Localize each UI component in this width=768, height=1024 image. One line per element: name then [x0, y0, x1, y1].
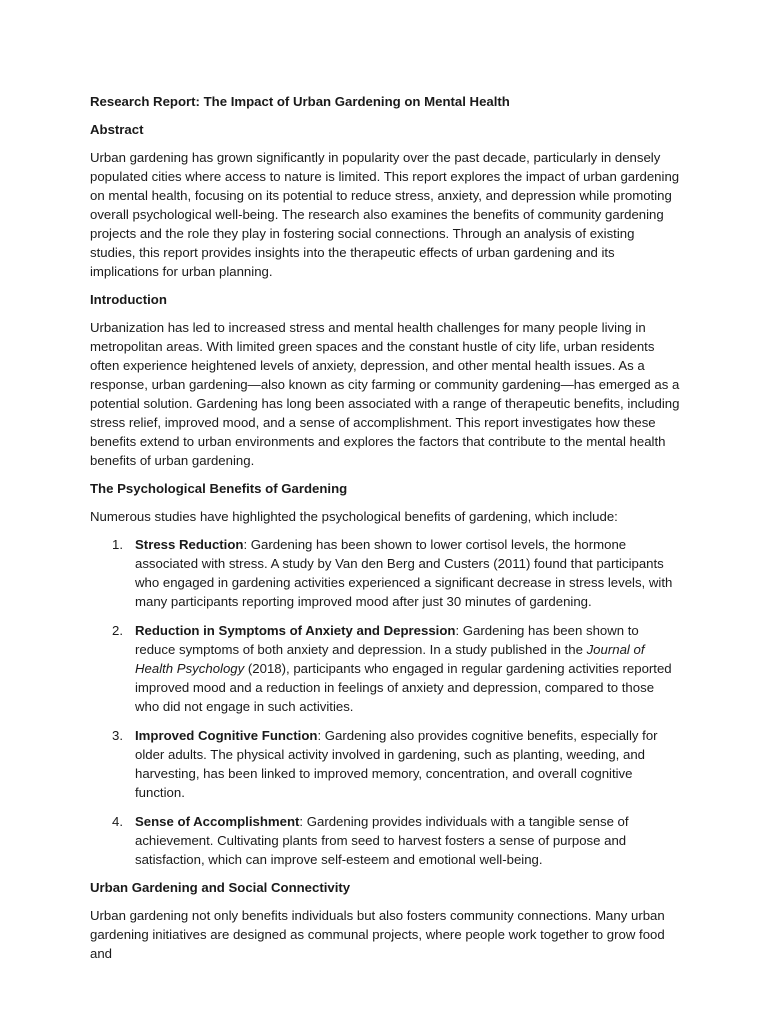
social-text: Urban gardening not only benefits individuals but also fosters community connections. Many urban gardening initiatives are designed as communal projects, where people work together to grow food and [90, 908, 665, 961]
list-item [90, 535, 680, 611]
benefit-text: : Gardening also provides cognitive benefits, especially for older adults. The physical activity involved in gardening, such as planting, weeding, and harvesting, has been linked to improved memory, concentration, and overall cognitive function. [135, 728, 658, 800]
document-page [90, 92, 680, 972]
introduction-text: Urbanization has led to increased stress and mental health challenges for many people living in metropolitan areas. With limited green spaces and the constant hustle of city life, urban residents often experience heightened levels of anxiety, depression, and other mental health issues. As a response, urban gardening—also known as city farming or community gardening—has emerged as a potential solution. Gardening has long been associated with a range of therapeutic benefits, including stress relief, improved mood, and a sense of accomplishment. This report investigates how these benefits extend to urban environments and explores the factors that contribute to the mental health benefits of urban gardening. [90, 320, 680, 468]
benefit-text: (2018), participants who engaged in regular gardening activities reported improved mood and a reduction in feelings of anxiety and depression, compared to those who did not engage in such activities. [135, 661, 672, 714]
list-item [90, 726, 680, 802]
report-title: Research Report: The Impact of Urban Gardening on Mental Health [90, 94, 510, 109]
list-number: 4. [112, 814, 123, 829]
benefit-term: Stress Reduction [135, 537, 244, 552]
benefits-intro: Numerous studies have highlighted the psychological benefits of gardening, which include: [90, 509, 618, 524]
benefit-text: : Gardening has been shown to lower cortisol levels, the hormone associated with stress. A study by Van den Berg and Custers (2011) found that participants who engaged in gardening activities experienced a significant decrease in stress levels, with many participants reporting improved mood after just 30 minutes of gardening. [135, 537, 673, 609]
list-number: 2. [112, 623, 123, 638]
benefit-term: Reduction in Symptoms of Anxiety and Depression [135, 623, 456, 638]
benefit-term: Improved Cognitive Function [135, 728, 318, 743]
list-number: 1. [112, 537, 123, 552]
list-item [90, 621, 680, 716]
benefits-list [90, 535, 680, 869]
list-number: 3. [112, 728, 123, 743]
abstract-heading: Abstract [90, 122, 144, 137]
abstract-text: Urban gardening has grown significantly in popularity over the past decade, particularly in densely populated cities where access to nature is limited. This report explores the impact of urban gardening on mental health, focusing on its potential to reduce stress, anxiety, and depression while promoting overall psychological well-being. The research also examines the benefits of community gardening projects and the role they play in fostering social connections. Through an analysis of existing studies, this report provides insights into the therapeutic effects of urban gardening and its implications for urban planning. [90, 150, 680, 279]
social-heading: Urban Gardening and Social Connectivity [90, 880, 351, 895]
benefit-term: Sense of Accomplishment [135, 814, 300, 829]
benefits-heading: The Psychological Benefits of Gardening [90, 481, 348, 496]
journal-title: Journal of Health Psychology [135, 642, 645, 676]
introduction-heading: Introduction [90, 292, 167, 307]
benefit-text: : Gardening has been shown to reduce symptoms of both anxiety and depression. In a study published in the [135, 623, 639, 657]
list-item [90, 812, 680, 869]
benefit-text: : Gardening provides individuals with a tangible sense of achievement. Cultivating plants from seed to harvest fosters a sense of purpose and satisfaction, which can improve self-esteem and emotional well-being. [135, 814, 629, 867]
